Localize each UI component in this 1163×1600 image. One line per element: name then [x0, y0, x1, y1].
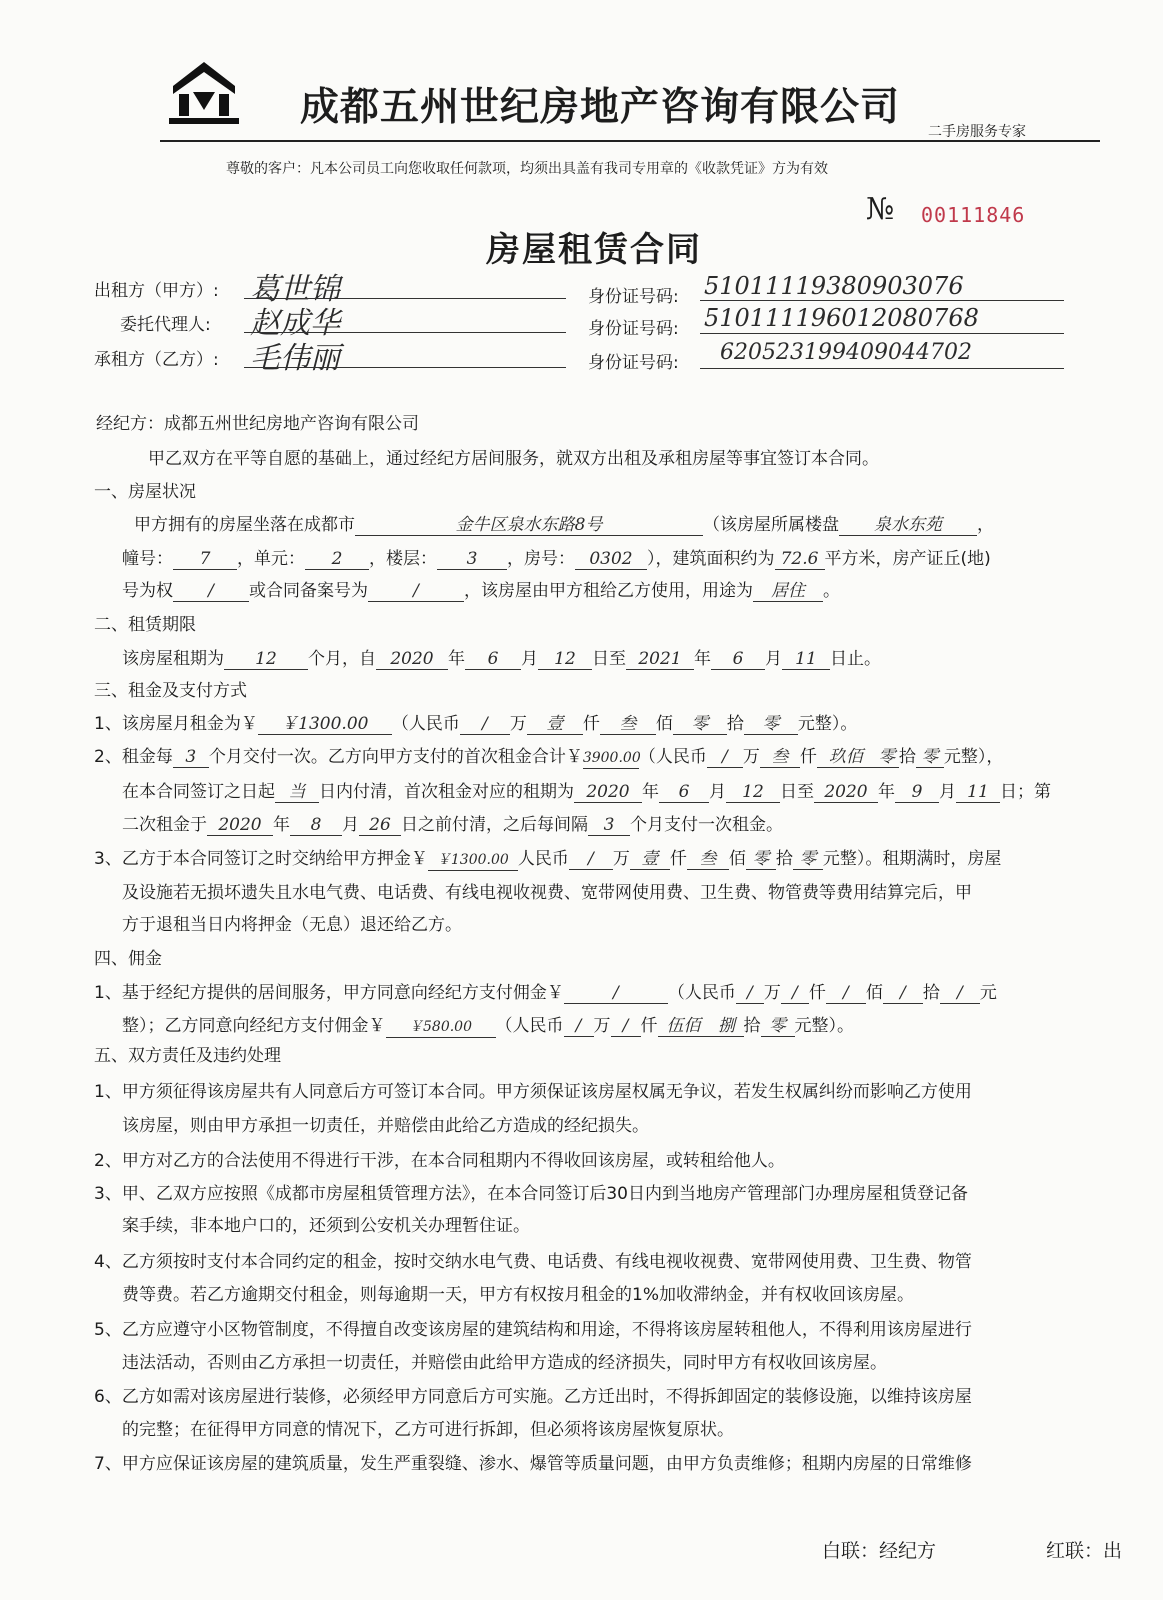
- s5-line-1: 1、甲方须征得该房屋共有人同意后方可签订本合同。甲方须保证该房屋权属无争议，若发生权属纠纷而影响乙方使用: [94, 1082, 972, 1102]
- lessor-name: 葛世锦: [250, 272, 340, 307]
- agent-name: 赵成华: [250, 306, 340, 341]
- s4-text: 元: [979, 983, 997, 1003]
- s3-row6: 及设施若无损坏遗失且水电气费、电话费、有线电视收视费、宽带网使用费、卫生费、物管费等费用结算完后，甲: [122, 883, 972, 903]
- first-start-month: 6: [659, 782, 709, 803]
- s3-text: 3、乙方于本合同签订之时交纳给甲方押金￥: [94, 849, 428, 869]
- rent-bai: 叁: [600, 714, 656, 735]
- second-month: 8: [290, 815, 342, 836]
- deposit-bai: 叁: [687, 849, 729, 870]
- s4-text: 拾: [743, 1016, 761, 1036]
- agent-id-line: [700, 333, 1064, 334]
- estate-name: 泉水东苑: [839, 515, 977, 536]
- s4-text: 万: [593, 1016, 611, 1036]
- company-logo: [165, 58, 243, 128]
- start-day: 12: [538, 649, 592, 670]
- deposit-wan: /: [569, 849, 613, 870]
- s3-text: 万: [742, 747, 760, 767]
- s1-text10: 号为权: [122, 581, 173, 601]
- rent-shi: 零: [673, 714, 727, 735]
- s2-text1: 该房屋租期为: [122, 649, 224, 669]
- s1-row3: [122, 580, 840, 602]
- usage: 居住: [753, 581, 823, 602]
- lessor-comm-yuan: /: [940, 983, 980, 1004]
- pay-period: 3: [173, 747, 209, 768]
- first-start-day: 12: [726, 782, 780, 803]
- room-no: 0302: [575, 549, 647, 570]
- s3-text: 拾: [775, 849, 793, 869]
- lessor-comm-shi: /: [883, 983, 923, 1004]
- s2-text2: 个月，自: [308, 649, 376, 669]
- lessor-comm-bai: /: [826, 983, 866, 1004]
- header-rule: [160, 140, 1100, 142]
- s3-text: 元整），: [943, 747, 1004, 767]
- first-bai: 玖佰: [817, 747, 875, 768]
- section1-title: 一、房屋状况: [94, 482, 196, 502]
- pay-within-days: 当: [275, 782, 319, 803]
- s4-text: （人民币: [495, 1016, 564, 1036]
- s3-text: 二次租金于: [122, 815, 207, 835]
- s3-text: 日之前付清，之后每间隔: [401, 815, 588, 835]
- section4-title: 四、佣金: [94, 949, 162, 969]
- rent-yuan: 零: [744, 714, 798, 735]
- s3-row1: [94, 713, 857, 735]
- serial-symbol: №: [866, 192, 895, 227]
- s3-text: 仟: [669, 849, 687, 869]
- s4-text: 佰: [865, 983, 883, 1003]
- s4-text: 整）；乙方同意向经纪方支付佣金￥: [122, 1016, 386, 1036]
- rent-wan: /: [460, 714, 510, 735]
- s3-text: 仟: [799, 747, 817, 767]
- s3-text: 月: [709, 782, 726, 802]
- lessor-comm-wan: /: [736, 983, 764, 1004]
- s3-text: （人民币: [638, 747, 707, 767]
- cert-no: /: [173, 581, 249, 602]
- s3-text: 万: [612, 849, 630, 869]
- s4-row2: [122, 1015, 854, 1038]
- agent-label: 委托代理人:: [120, 315, 211, 335]
- s3-text: 佰: [655, 714, 673, 734]
- intro-text: 甲乙双方在平等自愿的基础上，通过经纪方居间服务，就双方出租及承租房屋等事宜签订本合同。: [148, 449, 879, 469]
- s4-row1: [94, 982, 997, 1004]
- s2-text4: 月: [521, 649, 538, 669]
- tagline: 二手房服务专家: [928, 124, 1026, 140]
- s3-text: 佰: [728, 849, 746, 869]
- lessee-id: 620523199409044702: [720, 340, 972, 365]
- lessee-commission: ￥580.00: [386, 1017, 496, 1038]
- first-yuan: 零: [916, 747, 944, 768]
- lessor-id-label: 身份证号码:: [588, 287, 679, 307]
- s5-line-10: 6、乙方如需对该房屋进行装修，必须经甲方同意后方可实施。乙方迁出时，不得拆卸固定的装修设施，以维持该房屋: [94, 1387, 972, 1407]
- floor-area: 72.6: [775, 549, 825, 570]
- deposit-shi: 零: [746, 849, 776, 870]
- s4-text: 仟: [808, 983, 826, 1003]
- first-end-year: 2020: [814, 782, 878, 803]
- s1-row1: [134, 514, 994, 536]
- s1-text3: ，: [977, 515, 994, 535]
- s4-text: 万: [763, 983, 781, 1003]
- s5-line-8: 5、乙方应遵守小区物管制度，不得擅自改变该房屋的建筑结构和用途，不得将该房屋转租他人，不得利用该房屋进行: [94, 1320, 972, 1340]
- pay-interval: 3: [588, 815, 630, 836]
- s3-text: 个月交付一次。乙方向甲方支付的首次租金合计￥: [208, 747, 583, 767]
- s3-text: 拾: [898, 747, 916, 767]
- s3-text: 元整）。: [797, 714, 858, 734]
- agent-id: 510111196012080768: [704, 304, 979, 332]
- s1-text1: 甲方拥有的房屋坐落在成都市: [134, 515, 355, 535]
- deposit-yuan: 零: [793, 849, 823, 870]
- lessee-comm-shi: 捌: [710, 1016, 744, 1037]
- s3-text: 个月支付一次租金。: [630, 815, 783, 835]
- s2-text8: 日止。: [830, 649, 881, 669]
- lessee-comm-qian: /: [611, 1016, 641, 1037]
- s3-row7: 方于退租当日内将押金（无息）退还给乙方。: [122, 915, 462, 935]
- s5-line-3: 2、甲方对乙方的合法使用不得进行干涉，在本合同租期内不得收回该房屋，或转租给他人。: [94, 1151, 785, 1171]
- s3-text: 年: [273, 815, 290, 835]
- record-no: /: [368, 581, 464, 602]
- lessee-id-label: 身份证号码:: [588, 353, 679, 373]
- s3-row2: [94, 746, 1003, 769]
- s2-row1: [122, 648, 881, 670]
- first-shi: 零: [875, 747, 899, 768]
- contract-title: 房屋租赁合同: [486, 230, 702, 270]
- lessee-name: 毛伟丽: [250, 341, 340, 376]
- footer-red-copy: 红联：出: [1046, 1540, 1123, 1562]
- s1-row2: [122, 548, 991, 570]
- s4-text: 仟: [640, 1016, 658, 1036]
- property-address: 金牛区泉水东路8号: [355, 515, 703, 536]
- section3-title: 三、租金及支付方式: [94, 681, 247, 701]
- s3-row3: [122, 781, 1051, 803]
- second-year: 2020: [207, 815, 273, 836]
- s2-text5: 日至: [592, 649, 626, 669]
- s3-text: 月: [939, 782, 956, 802]
- end-year: 2021: [626, 649, 694, 670]
- lessor-id: 51011119380903076: [704, 272, 964, 300]
- s1-text5: ，单元：: [237, 549, 305, 569]
- s3-text: 人民币: [517, 849, 569, 869]
- building-no: 7: [173, 549, 237, 570]
- start-year: 2020: [376, 649, 448, 670]
- floor-no: 3: [437, 549, 507, 570]
- s4-text: 元整）。: [794, 1016, 854, 1036]
- s5-line-6: 4、乙方须按时支付本合同约定的租金，按时交纳水电气费、电话费、有线电视收视费、宽带网使用费、卫生费、物管: [94, 1252, 972, 1272]
- s3-text: 拾: [726, 714, 744, 734]
- s4-text: 拾: [922, 983, 940, 1003]
- lessee-comm-bai: 伍佰: [658, 1016, 710, 1037]
- s3-text: 月: [342, 815, 359, 835]
- broker-line: 经纪方：成都五州世纪房地产咨询有限公司: [96, 414, 419, 434]
- first-end-day: 11: [956, 782, 1000, 803]
- s3-text: 日至: [780, 782, 814, 802]
- first-rent-total: 3900.00: [583, 748, 639, 769]
- s4-text: （人民币: [667, 983, 736, 1003]
- s1-text13: 。: [823, 581, 840, 601]
- payment-notice: 尊敬的客户：凡本公司员工向您收取任何款项，均须出具盖有我司专用章的《收款凭证》方为有效: [226, 161, 828, 177]
- s2-text7: 月: [765, 649, 782, 669]
- second-day: 26: [359, 815, 401, 836]
- s3-text: 万: [509, 714, 527, 734]
- s1-text7: ，房号：: [507, 549, 575, 569]
- deposit-amount: ￥1300.00: [428, 850, 518, 871]
- first-qian: 叁: [760, 747, 800, 768]
- first-start-year: 2020: [574, 782, 642, 803]
- lessee-comm-yuan: 零: [761, 1016, 795, 1037]
- s3-text: 仟: [582, 714, 600, 734]
- deposit-qian: 壹: [630, 849, 670, 870]
- section2-title: 二、租赁期限: [94, 615, 196, 635]
- first-end-month: 9: [895, 782, 939, 803]
- s1-text9: 平方米，房产证丘(地): [824, 549, 991, 569]
- lessee-label: 承租方（乙方）:: [94, 350, 219, 370]
- s3-text: 日；第: [1000, 782, 1051, 802]
- start-month: 6: [465, 649, 521, 670]
- rent-qian: 壹: [527, 714, 583, 735]
- lessee-name-line: [244, 367, 566, 368]
- footer-white-copy: 白联：经纪方: [822, 1540, 937, 1562]
- s1-text6: ，楼层：: [369, 549, 437, 569]
- lessor-id-line: [700, 300, 1064, 301]
- s3-text: 日内付清，首次租金对应的租期为: [319, 782, 574, 802]
- s3-text: 元整）。租期满时，房屋: [822, 849, 1002, 869]
- s1-text8: ），建筑面积约为: [647, 549, 775, 569]
- company-name: 成都五州世纪房地产咨询有限公司: [300, 85, 901, 130]
- s5-line-5: 案手续，非本地户口的，还须到公安机关办理暂住证。: [122, 1216, 530, 1236]
- monthly-rent: ￥1300.00: [258, 714, 392, 735]
- s1-text11: 或合同备案号为: [249, 581, 368, 601]
- s3-text: 1、该房屋月租金为￥: [94, 714, 258, 734]
- s3-text: 年: [642, 782, 659, 802]
- lessee-comm-wan: /: [564, 1016, 594, 1037]
- s3-row5: [94, 848, 1001, 871]
- s5-line-12: 7、甲方应保证该房屋的建筑质量，发生严重裂缝、渗水、爆管等质量问题，由甲方负责维修；租期内房屋的日常维修: [94, 1454, 972, 1474]
- section5-title: 五、双方责任及违约处理: [94, 1046, 281, 1066]
- agent-id-label: 身份证号码:: [588, 319, 679, 339]
- end-month: 6: [711, 649, 765, 670]
- s5-line-4: 3、甲、乙双方应按照《成都市房屋租赁管理方法》，在本合同签订后30日内到当地房产管理部门办理房屋租赁登记备: [94, 1184, 968, 1204]
- s5-line-2: 该房屋，则由甲方承担一切责任，并赔偿由此给乙方造成的经纪损失。: [122, 1116, 649, 1136]
- s2-text3: 年: [448, 649, 465, 669]
- s3-text: 年: [878, 782, 895, 802]
- lease-months: 12: [224, 649, 308, 670]
- s5-line-9: 违法活动，否则由乙方承担一切责任，并赔偿由此给甲方造成的经济损失，同时甲方有权收回该房屋。: [122, 1353, 887, 1373]
- s1-text4: 幢号：: [122, 549, 173, 569]
- end-day: 11: [782, 649, 830, 670]
- s3-row4: [122, 814, 783, 836]
- lessor-comm-qian: /: [781, 983, 809, 1004]
- unit-no: 2: [305, 549, 369, 570]
- s3-text: 2、租金每: [94, 747, 173, 767]
- lessee-id-line: [700, 368, 1064, 369]
- s3-text: 在本合同签订之日起: [122, 782, 275, 802]
- s5-line-11: 的完整；在征得甲方同意的情况下，乙方可进行拆卸，但必须将该房屋恢复原状。: [122, 1420, 734, 1440]
- s1-text12: ，该房屋由甲方租给乙方使用，用途为: [464, 581, 753, 601]
- lessor-label: 出租方（甲方）:: [94, 281, 219, 301]
- s2-text6: 年: [694, 649, 711, 669]
- s4-text: 1、基于经纪方提供的居间服务，甲方同意向经纪方支付佣金￥: [94, 983, 564, 1003]
- s1-text2: （该房屋所属楼盘: [703, 515, 839, 535]
- serial-number: 00111846: [921, 203, 1026, 227]
- first-wan: /: [707, 747, 743, 768]
- lessor-commission: /: [564, 983, 668, 1004]
- s3-text: （人民币: [391, 714, 460, 734]
- s5-line-7: 费等费。若乙方逾期交付租金，则每逾期一天，甲方有权按月租金的1%加收滞纳金，并有权收回该房屋。: [122, 1285, 914, 1305]
